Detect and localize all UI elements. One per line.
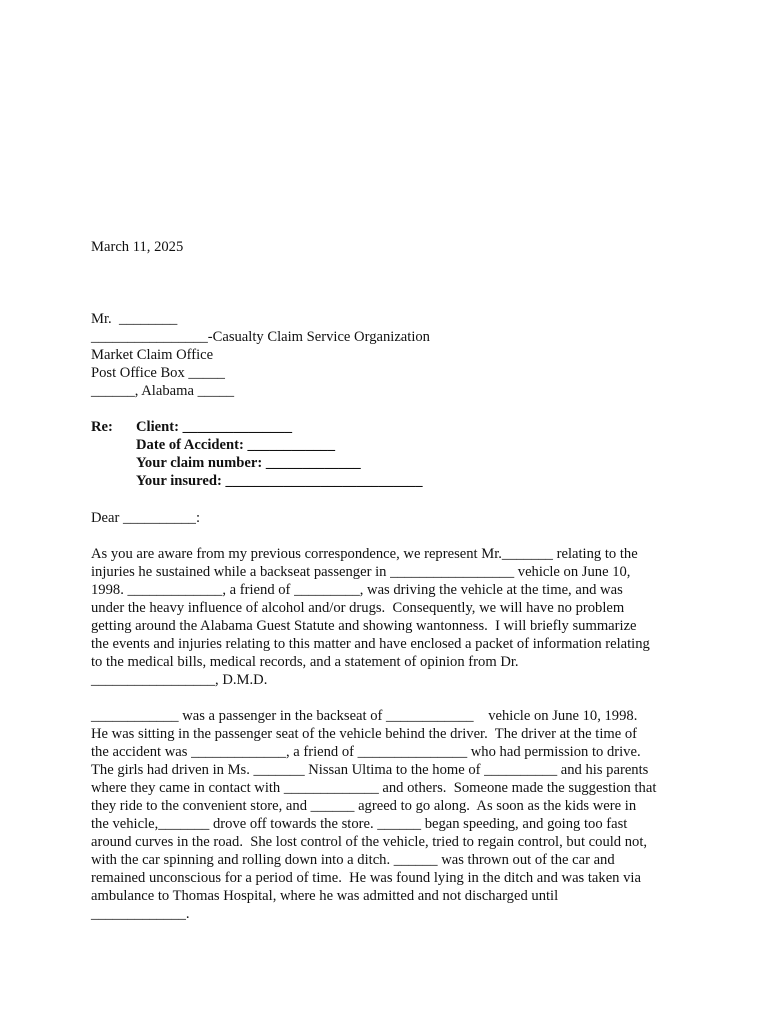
paragraph-line: with the car spinning and rolling down into a ditch. ______ was thrown out of the car and [91, 852, 615, 868]
paragraph-line: 1998. _____________, a friend of _________, was driving the vehicle at the time, and was [91, 582, 623, 598]
address-line: ________________-Casualty Claim Service Organization [91, 329, 430, 345]
address-line: Market Claim Office [91, 347, 214, 363]
paragraph-line: the events and injuries relating to this matter and have enclosed a packet of information relating [91, 636, 650, 652]
re-insured: Your insured: ___________________________ [136, 473, 423, 489]
re-label: Re: [91, 419, 113, 435]
paragraph-line: where they came in contact with _____________ and others. Someone made the suggestion that [91, 780, 657, 796]
paragraph-line: ambulance to Thomas Hospital, where he was admitted and not discharged until [91, 888, 559, 904]
paragraph-line: As you are aware from my previous correspondence, we represent Mr._______ relating to the [91, 546, 638, 562]
paragraph-line: He was sitting in the passenger seat of the vehicle behind the driver. The driver at the time of [91, 726, 638, 742]
paragraph-line: _________________, D.M.D. [91, 672, 268, 688]
paragraph-line: The girls had driven in Ms. _______ Nissan Ultima to the home of __________ and his parents [91, 762, 649, 778]
address-line: ______, Alabama _____ [91, 383, 235, 399]
paragraph-line: the accident was _____________, a friend of _______________ who had permission to drive. [91, 744, 641, 760]
re-date-of-accident: Date of Accident: ____________ [136, 437, 336, 453]
paragraph-line: injuries he sustained while a backseat passenger in _________________ vehicle on June 10, [91, 564, 631, 580]
salutation: Dear __________: [91, 510, 201, 526]
paragraph-line: to the medical bills, medical records, and a statement of opinion from Dr. [91, 654, 519, 670]
address-line: Post Office Box _____ [91, 365, 225, 381]
paragraph-line: ____________ was a passenger in the backseat of ____________ vehicle on June 10, 1998. [91, 708, 638, 724]
re-client: Client: _______________ [136, 419, 293, 435]
address-line: Mr. ________ [91, 311, 178, 327]
paragraph-line: under the heavy influence of alcohol and/or drugs. Consequently, we will have no problem [91, 600, 625, 616]
paragraph-line: getting around the Alabama Guest Statute and showing wantonness. I will briefly summarize [91, 618, 637, 634]
paragraph-line: _____________. [91, 906, 190, 922]
paragraph-line: around curves in the road. She lost control of the vehicle, tried to regain control, but could not, [91, 834, 648, 850]
letter-date: March 11, 2025 [91, 239, 184, 255]
paragraph-line: the vehicle,_______ drove off towards the store. ______ began speeding, and going too fast [91, 816, 628, 832]
paragraph-line: they ride to the convenient store, and ______ agreed to go along. As soon as the kids were in [91, 798, 637, 814]
paragraph-line: remained unconscious for a period of time. He was found lying in the ditch and was taken via [91, 870, 641, 886]
re-claim-number: Your claim number: _____________ [136, 455, 361, 471]
